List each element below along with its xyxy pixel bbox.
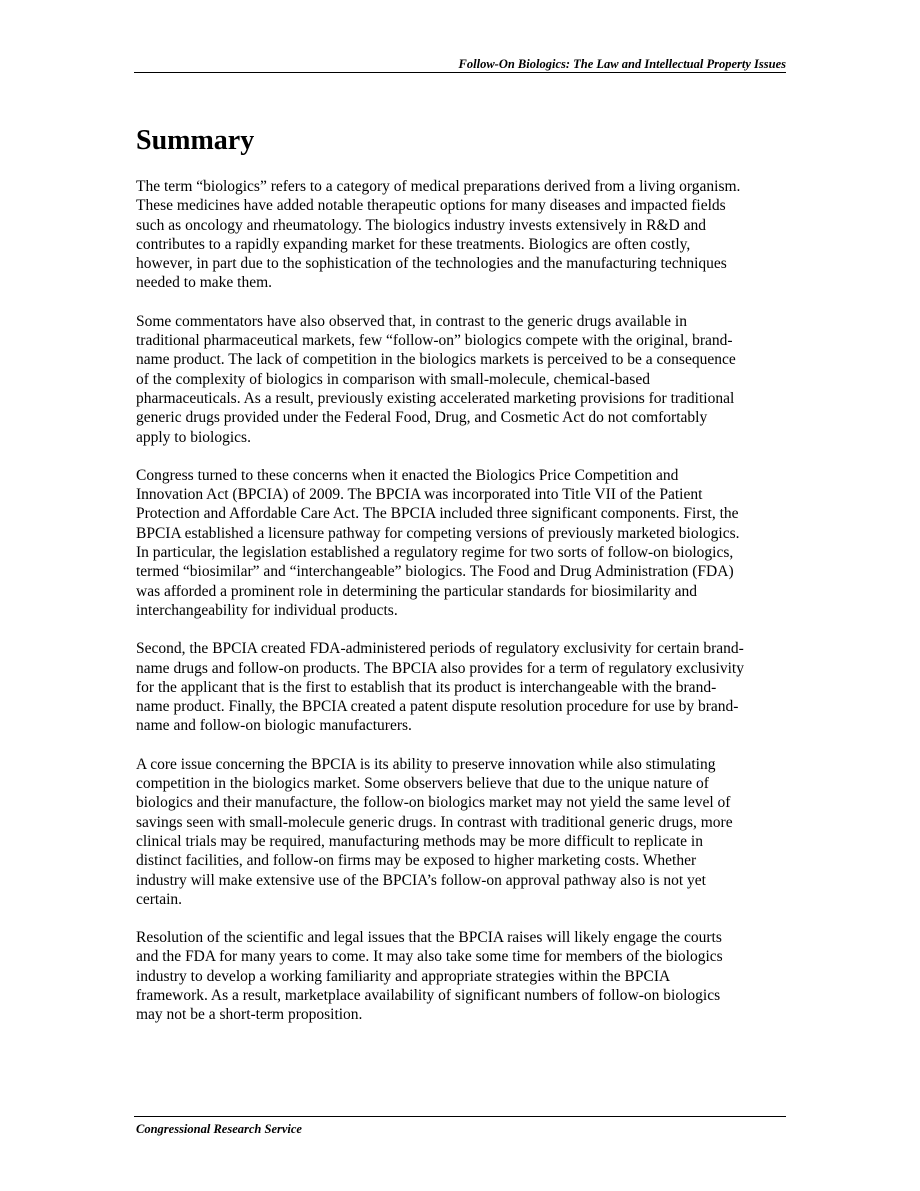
paragraph-line: of the complexity of biologics in comparison with small-molecule, chemical-based (136, 370, 650, 388)
paragraph-6 (136, 928, 790, 1024)
paragraph-line: name product. The lack of competition in the biologics markets is perceived to be a consequence (136, 351, 736, 369)
paragraph-line: pharmaceuticals. As a result, previously existing accelerated marketing provisions for traditional (136, 389, 735, 407)
paragraph-line: was afforded a prominent role in determining the particular standards for biosimilarity and (136, 582, 697, 600)
paragraph-line: Protection and Affordable Care Act. The BPCIA included three significant components. First, the (136, 505, 739, 523)
paragraph-line: distinct facilities, and follow-on firms may be exposed to higher marketing costs. Whether (136, 852, 697, 870)
footer-rule (134, 1116, 786, 1117)
paragraph-line: interchangeability for individual products. (136, 601, 398, 619)
paragraph-line: savings seen with small-molecule generic drugs. In contrast with traditional generic drugs, more (136, 813, 733, 831)
paragraph-line: competition in the biologics market. Some observers believe that due to the unique nature of (136, 775, 709, 793)
paragraph-line: Congress turned to these concerns when it enacted the Biologics Price Competition and (136, 466, 679, 484)
paragraph-line: The term “biologics” refers to a category of medical preparations derived from a living organism. (136, 178, 741, 195)
paragraph-line: traditional pharmaceutical markets, few “follow-on” biologics compete with the original, brand- (136, 332, 733, 350)
paragraph-line: name and follow-on biologic manufacturers. (136, 717, 412, 735)
paragraph-line: A core issue concerning the BPCIA is its ability to preserve innovation while also stimulating (136, 755, 716, 773)
paragraph-line: BPCIA established a licensure pathway for competing versions of previously marketed biologics. (136, 524, 740, 542)
paragraph-line: Some commentators have also observed that, in contrast to the generic drugs available in (136, 312, 687, 330)
paragraph-line: In particular, the legislation established a regulatory regime for two sorts of follow-on biologics, (136, 544, 734, 562)
paragraph-1 (136, 177, 790, 293)
running-header: Follow-On Biologics: The Law and Intellectual Property Issues (458, 57, 786, 71)
paragraph-line: apply to biologics. (136, 428, 251, 446)
paragraph-line: Innovation Act (BPCIA) of 2009. The BPCIA was incorporated into Title VII of the Patient (136, 486, 703, 504)
paragraph-line: for the applicant that is the first to establish that its product is interchangeable with the brand- (136, 678, 717, 696)
paragraph-line: clinical trials may be required, manufacturing methods may be more difficult to replicate in (136, 832, 703, 850)
summary-body (136, 177, 790, 1044)
paragraph-line: biologics and their manufacture, the follow-on biologics market may not yield the same level of (136, 794, 731, 812)
paragraph-line: industry to develop a working familiarity and appropriate strategies within the BPCIA (136, 967, 671, 985)
paragraph-2 (136, 312, 790, 447)
paragraph-line: Second, the BPCIA created FDA-administered periods of regulatory exclusivity for certain brand- (136, 640, 744, 658)
paragraph-line: needed to make them. (136, 274, 273, 292)
paragraph-line: name product. Finally, the BPCIA created a patent dispute resolution procedure for use by brand- (136, 698, 739, 716)
paragraph-line: framework. As a result, marketplace availability of significant numbers of follow-on biologics (136, 986, 721, 1004)
paragraph-line: however, in part due to the sophistication of the technologies and the manufacturing techniques (136, 255, 727, 273)
paragraph-line: and the FDA for many years to come. It may also take some time for members of the biologics (136, 948, 723, 966)
page-title: Summary (136, 125, 255, 156)
paragraph-line: termed “biosimilar” and “interchangeable” biologics. The Food and Drug Administration (FDA) (136, 563, 734, 581)
paragraph-line: may not be a short-term proposition. (136, 1006, 363, 1024)
paragraph-3 (136, 466, 790, 620)
paragraph-5 (136, 755, 790, 909)
paragraph-line: industry will make extensive use of the BPCIA’s follow-on approval pathway also is not yet (136, 871, 706, 889)
paragraph-4 (136, 639, 790, 735)
header-rule (134, 72, 786, 73)
paragraph-line: generic drugs provided under the Federal Food, Drug, and Cosmetic Act do not comfortably (136, 409, 708, 427)
paragraph-line: name drugs and follow-on products. The BPCIA also provides for a term of regulatory exclusivity (136, 659, 744, 677)
paragraph-line: These medicines have added notable therapeutic options for many diseases and impacted fields (136, 197, 726, 215)
paragraph-line: such as oncology and rheumatology. The biologics industry invests extensively in R&D and (136, 216, 706, 234)
paragraph-line: contributes to a rapidly expanding market for these treatments. Biologics are often costly, (136, 235, 691, 253)
paragraph-line: Resolution of the scientific and legal issues that the BPCIA raises will likely engage the courts (136, 929, 722, 947)
paragraph-line: certain. (136, 890, 183, 908)
running-footer: Congressional Research Service (136, 1122, 302, 1136)
